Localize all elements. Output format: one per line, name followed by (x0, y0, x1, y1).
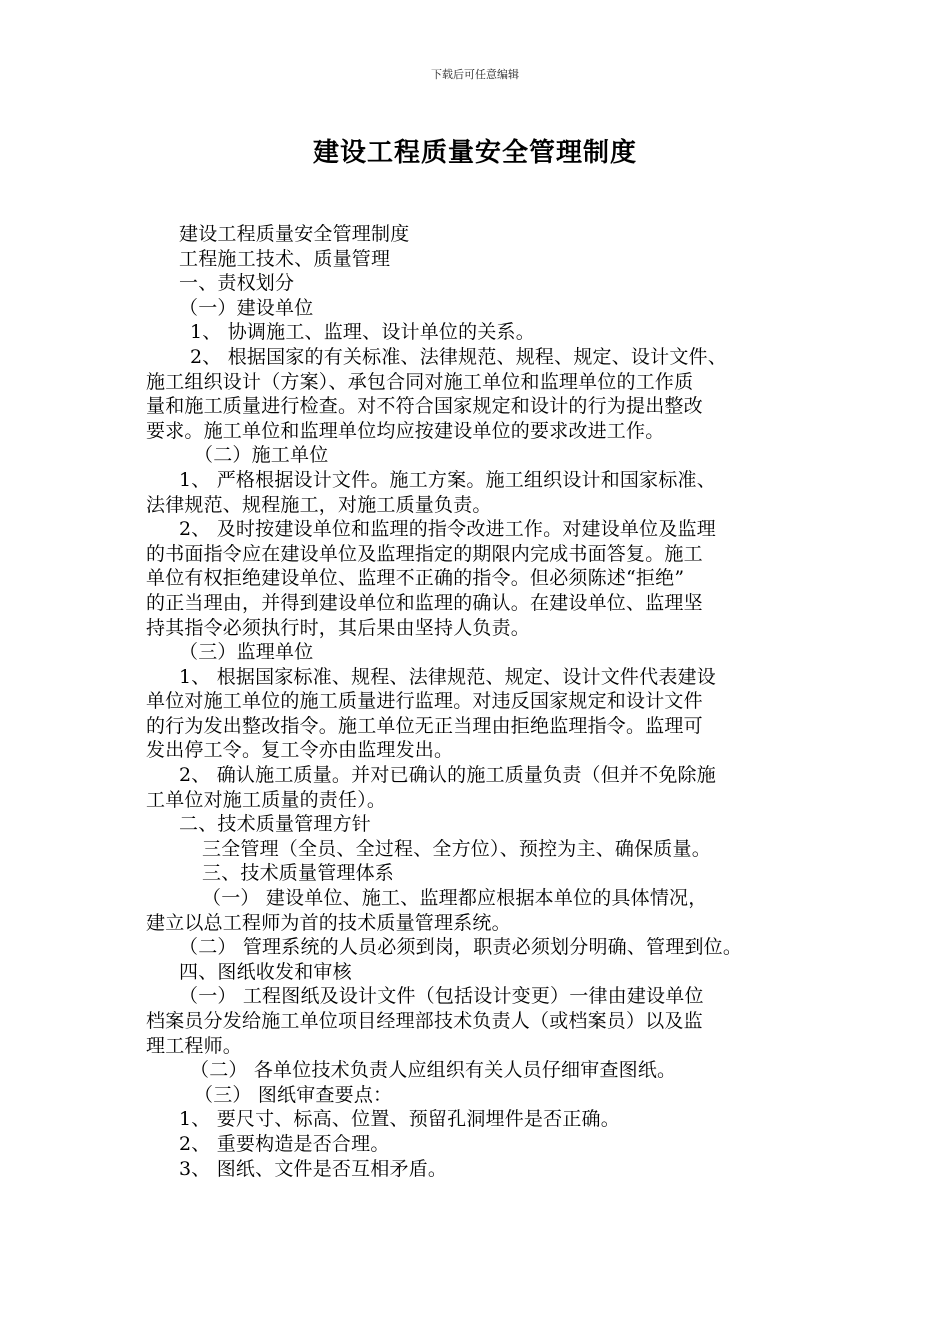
paragraph-line: （一） 建设单位、施工、监理都应根据本单位的具体情况， (202, 887, 708, 910)
paragraph-line: 1、 根据国家标准、规程、法律规范、规定、设计文件代表建设 (179, 665, 716, 688)
paragraph-line: 要求。施工单位和监理单位均应按建设单位的要求改进工作。 (146, 419, 665, 442)
list-item: 1、 要尺寸、标高、位置、预留孔洞埋件是否正确。 (179, 1108, 620, 1131)
paragraph-line: 法律规范、规程施工，对施工质量负责。 (146, 493, 492, 516)
section-heading: 四、图纸收发和审核 (179, 960, 352, 983)
paragraph-line: 单位有权拒绝建设单位、监理不正确的指令。但必须陈述“拒绝” (146, 567, 685, 590)
document-body (146, 222, 822, 1181)
paragraph-line: （三） 图纸审查要点： (194, 1083, 393, 1106)
paragraph-line: 建设工程质量安全管理制度 (179, 223, 410, 245)
paragraph-line: 工程施工技术、质量管理 (179, 247, 391, 270)
paragraph-line: 理工程师。 (146, 1034, 243, 1057)
paragraph-line: 2、 确认施工质量。并对已确认的施工质量负责（但并不免除施 (179, 764, 716, 787)
paragraph-line: （一） 工程图纸及设计文件（包括设计变更）一律由建设单位 (179, 985, 704, 1008)
subsection-heading: （二）施工单位 (194, 444, 329, 467)
paragraph-line: 2、 及时按建设单位和监理的指令改进工作。对建设单位及监理 (179, 518, 716, 541)
header-note: 下载后可任意编辑 (431, 68, 519, 81)
paragraph-line: 三全管理（全员、全过程、全方位）、预控为主、确保质量。 (202, 837, 711, 860)
paragraph-line: 工单位对施工质量的责任）。 (146, 788, 387, 811)
paragraph-line: 的正当理由，并得到建设单位和监理的确认。在建设单位、监理坚 (146, 591, 703, 614)
paragraph-line: 档案员分发给施工单位项目经理部技术负责人（或档案员）以及监 (146, 1010, 703, 1032)
paragraph-line: 建立以总工程师为首的技术质量管理系统。 (146, 911, 511, 934)
subsection-heading: （一）建设单位 (179, 296, 314, 319)
document-title: 建设工程质量安全管理制度 (312, 138, 637, 168)
section-heading: 一、责权划分 (179, 272, 295, 295)
paragraph-line: 的书面指令应在建设单位及监理指定的期限内完成书面答复。施工 (146, 542, 703, 565)
list-item: 3、 图纸、文件是否互相矛盾。 (179, 1157, 448, 1180)
subsection-heading: （三）监理单位 (179, 641, 314, 664)
paragraph-line: 的行为发出整改指令。施工单位无正当理由拒绝监理指令。监理可 (146, 714, 703, 737)
paragraph-line: 施工组织设计（方案）、承包合同对施工单位和监理单位的工作质 (146, 370, 694, 393)
paragraph-line: 持其指令必须执行时，其后果由坚持人负责。 (146, 616, 531, 639)
paragraph-line: 单位对施工单位的施工质量进行监理。对违反国家规定和设计文件 (146, 690, 703, 713)
paragraph-line: 2、 根据国家的有关标准、法律规范、规程、规定、设计文件、 (190, 345, 727, 368)
paragraph-line: 量和施工质量进行检查。对不符合国家规定和设计的行为提出整改 (146, 395, 703, 418)
section-heading: 三、技术质量管理体系 (202, 862, 395, 885)
section-heading: 二、技术质量管理方针 (179, 813, 372, 836)
paragraph-line: 1、 协调施工、监理、设计单位的关系。 (190, 321, 535, 344)
paragraph-line: （二） 管理系统的人员必须到岗，职责必须划分明确、管理到位。 (179, 936, 743, 959)
paragraph-line: 1、 严格根据设计文件。施工方案。施工组织设计和国家标准、 (179, 468, 716, 491)
paragraph-line: 发出停工令。复工令亦由监理发出。 (146, 739, 454, 762)
list-item: 2、 重要构造是否合理。 (179, 1132, 390, 1155)
paragraph-line: （二） 各单位技术负责人应组织有关人员仔细审查图纸。 (190, 1059, 677, 1082)
